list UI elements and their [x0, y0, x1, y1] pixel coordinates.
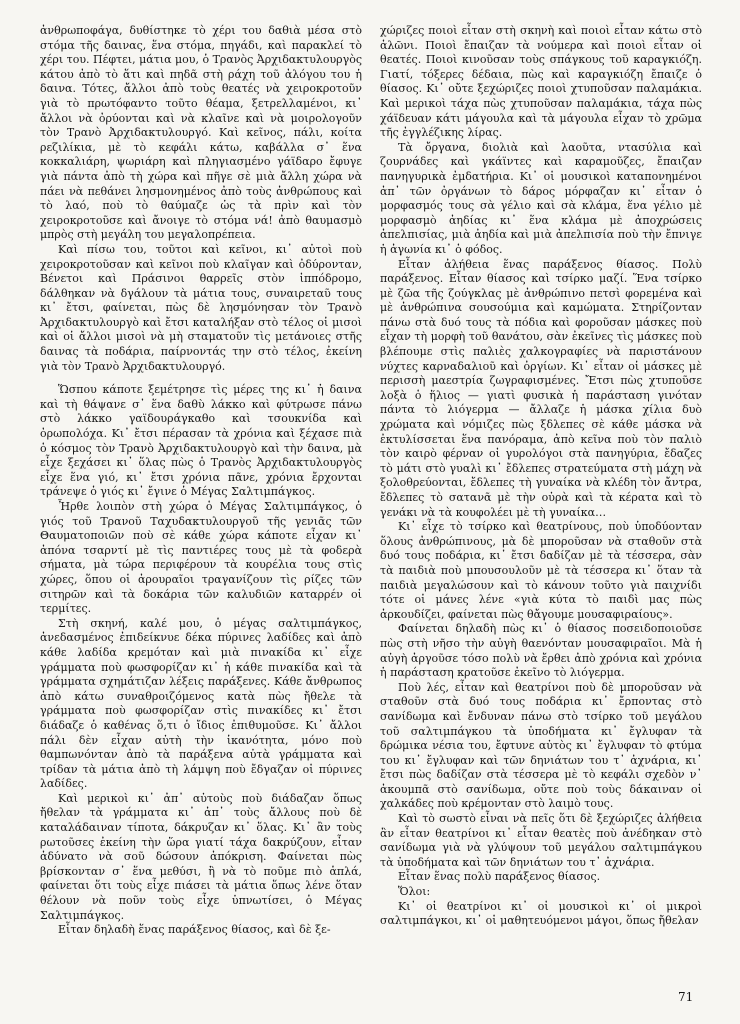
paragraph: Καὶ μερικοὶ κι᾿ ἀπ᾿ αὐτοὺς ποὺ διάδαζαν ὅπως ἤθελαν τὰ γράμματα κι᾿ ἀπ᾿ τοὺς ἄλλους ποὺ δὲ καταλάδαιναν τίποτα, δάκρυζαν κι᾿ ὅλας. Κι᾿ ἂν τοὺς ρωτοῦσες ἐκείνη τὴν ὥρα γιατί τάχα δακρύζουν, εἶταν ἀδύνατο νὰ σοῦ δώσουν ἀπόκριση. Φαίνεται πὼς βρίσκονταν σ᾿ ἕνα μεθύσι, ἢ νὰ τὸ ποῦμε πιὸ ἁπλά, φαίνεται ὅτι τοὺς εἶχε πιάσει τὰ μάτια ὅπως λένε ὅταν θέλουν νὰ ποῦν τοὺς εἶχε ὑπνωτίσει, ὁ Μέγας Σαλτιμπάγκος. [40, 791, 362, 922]
paragraph: ἀνθρωποφάγα, δυθίστηκε τὸ χέρι του δαθιὰ μέσα στὸ στόμα τῆς δαινας, ἕνα στόμα, πηγάδι, καὶ παρακλεί τὸ χέρι του. Πέφτει, μάτια μου, ὁ Τρανὸς Ἀρχιδακτυλουργὸς κάτου ἀπὸ τὸ ἅτι καὶ πηδᾶ στὴ ράχη τοῦ ἀλόγου του ἡ δαινα. Τότες, ἄλλοι ἀπὸ τοὺς θεατές νὰ χειροκροτοῦν γιὰ τὸ πρωτόφαντο τοῦτο θέαμα, ξετρελλαμένοι, κι᾿ ἄλλοι νὰ ὀρύονται καὶ νὰ κλαῖνε καὶ νὰ μοιρολογοῦν τὸν Τρανὸ Ἀρχιδακτυλουργό. Καὶ κεῖνος, πάλι, κοίτα ρεζιλίκια, μὲ τὸ κεφάλι κάτω, καβάλλα σ᾿ ἕνα κοκκαλιάρη, ψωριάρη καὶ πληγιασμένο γάϊδαρο ἔφυγε γιὰ πάντα ἀπὸ τὴ χώρα καὶ πῆγε σὲ μιὰ ἄλλη χώρα νὰ πάει νὰ πεθάνει λησμονημένος ἀπὸ τοὺς ἀνθρώπους καὶ τὸ λαό, ποὺ τὸ θαύμαζε ὡς τὰ πρὶν καὶ τὸν χειροκροτοῦσε καὶ ἄνοιγε τὸ στόμα νά! ἀπὸ θαυμασμὸ μπρὸς στὴ μεγάλη του μεγαλοπρέπεια. [40, 24, 362, 242]
paragraph: Καὶ τὸ σωστὸ εἶναι νὰ πεῖς ὅτι δὲ ξεχώριζες ἀλήθεια ἂν εἶταν θεατρίνοι κι᾿ εἶταν θεατὲς ποὺ ἀνέδηκαν στὸ σανίδωμα γιὰ νὰ γλύψουν τοῦ μεγάλου σαλτιμπάγκου τὰ ὑποδήματα καὶ τῶν δηνιάτων του τ᾿ ἀχνάρια. [380, 812, 702, 869]
paragraph: Ὅλοι: [398, 885, 431, 899]
left-column [40, 24, 362, 938]
paragraph: Καὶ πίσω του, τοῦτοι καὶ κεῖνοι, κι᾿ αὐτοὶ ποὺ χειροκροτοῦσαν καὶ κεῖνοι ποὺ κλαῖγαν καὶ ὀδύρονταν, Βένετοι καὶ Πράσινοι θαρρεῖς στὸν ἱππόδρομο, δάλθηκαν νὰ δγάλουν τὰ μάτια τους, συναιρεταῦ τους κι᾿ ἔτσι, φαίνεται, πὼς δὲ λησμόνησαν τὸν Τρανὸ Ἀρχιδακτυλουργὸ καὶ ἔτσι καταλήξαν στὸ τέλος οἱ μισοὶ καὶ οἱ ἄλλοι μισοὶ νὰ μὴ σταματοῦν τὶς μετάνοιες στῆς δαινας τὰ ποδάρια, παίρνοντάς την στὸ τέλος, ἐκείνη γιὰ τὸν Τρανὸ Ἀρχιδακτυλουργό. [40, 242, 362, 373]
paragraph: χώριζες ποιοὶ εἶταν στὴ σκηνὴ καὶ ποιοὶ εἶταν κάτω στὸ ἁλῶνι. Ποιοὶ ἔπαιζαν τὰ νούμερα καὶ ποιοὶ εἶταν οἱ θεατές. Ποιοὶ κινοῦσαν τοὺς σπάγκους τοῦ καραγκιόζη. Γιατί, τόξερες δέδαια, πὼς καὶ καραγκιόζη ἔπαιζε ὁ θίασος. Κι᾿ οὔτε ξεχώριζες ποιοὶ χτυποῦσαν παλαμάκια. Καὶ μερικοὶ τάχα πὼς χτυποῦσαν παλαμάκια, τάχα πὼς χάϊδευαν κάτι μάγουλα καὶ τὰ μάγουλα εἶχαν τὸ χρῶμα τῆς ἐγγλέζικης λίρας. [380, 24, 702, 140]
paragraph: Ποὺ λές, εἶταν καὶ θεατρίνοι ποὺ δὲ μποροῦσαν νὰ σταθοῦν στὰ δυό τους ποδάρια κι᾿ ἔρποντας στὸ σανίδωμα καὶ ἔνδυναν πάνω στὸ τσίρκο τοῦ μεγάλου τοῦ σαλτιμπάγκου τὰ ὑποδήματα κι᾿ ἔγλυφαν τὰ δρώμικα νέσια του, ἔφτυνε αὐτὸς κι᾿ ἔγλυφαν τὸ φτύμα του κι᾿ ἔγλυφαν καὶ τῶν δηνιάτων του τ᾿ ἀχνάρια, κι᾿ ἔτσι πὼς δαδίζαν στὰ τέσσερα μὲ τὸ κεφάλι σχεδὸν ν᾿ ἀκουμπᾶ στὸ σανίδωμα, οὔτε ποὺ τοὺς δάκαιναν οἱ χαλκάδες ποὺ κρέμονταν στὸ λαιμὸ τους. [380, 680, 702, 811]
paragraph: Στὴ σκηνή, καλέ μου, ὁ μέγας σαλτιμπάγκος, ἀνεδασμένος ἐπιδείκνυε δέκα πύρινες λαδίδες καὶ ἀπὸ κάθε λαδίδα κρεμόταν καὶ μιὰ πινακίδα κι᾿ εἶχε γράμματα ποὺ φωσφορίζαν κι᾿ ἡ κάθε πινακίδα καὶ τὰ γράμματα σχημάτιζαν λέξεις παράξενες. Κάθε ἄνθρωπος ἀπὸ κάτω συναθροιζόμενος κατὰ πὼς ἤθελε τὰ γράμματα ποὺ φωσφορίζαν στὶς πινακίδες κι᾿ ἔτσι διάδαζε ὁ καθένας ὅ,τι ὁ ἴδιος ἐπιθυμοῦσε. Κι᾿ ἄλλοι πάλι δὲν εἶχαν αὐτὴ τὴν ἱκανότητα, μόνο ποὺ θαμπωνόνταν ἀπὸ τὰ παράξενα αὐτὰ γράμματα καὶ τρίδαν τὰ μάτια ἀπὸ τὴ λάμψη ποὺ ἔδγαζαν οἱ πύρινες λαδίδες. [40, 616, 362, 791]
paragraph: Φαίνεται δηλαδὴ πὼς κι᾿ ὁ θίασος ποσειδοποιοῦσε πὼς στὴ νῆσο τὴν αὐγὴ θαενόνταν μουσαφιραῖοι. Μὰ ἡ αὐγὴ ἀργοῦσε τόσο πολὺ νὰ ἔρθει ἀπὸ χρόνια καὶ χρόνια ἡ παράσταση κρατοῦσε ἐκεῖνο τὸ λιόγερμα. [380, 622, 702, 680]
paragraph: Ἦρθε λοιπὸν στὴ χώρα ὁ Μέγας Σαλτιμπάγκος, ὁ γιός τοῦ Τρανοῦ Ταχυδακτυλουργοῦ τῆς γενιᾶς τῶν Θαυματοποιῶν ποὺ σὲ κάθε χώρα κάποτε εἶχαν κι᾿ ἀπόνα τσαρντί μὲ τὶς παντιέρες τους μὲ τὰ φοδερὰ σήματα, μὰ τώρα περιφέρουν τὰ κουρέλια τους στὶς χώρες, ὅπου οἱ ἀρουραῖοι τραγανίζουν τὶς ρίζες τῶν σιτηρῶν καὶ τὰ δοκάρια τῶν καλυδιῶν καταρρέν οἱ τερμίτες. [40, 500, 362, 616]
page-number: 71 [678, 990, 694, 1004]
right-column [380, 24, 702, 929]
paragraph: Εἶταν δηλαδὴ ἕνας παράξενος θίασος, καὶ δὲ ξε- [58, 923, 331, 937]
paragraph: Εἶταν ἕνας πολὺ παράξενος θίασος. [398, 870, 601, 884]
paragraph: Ὥσπου κάποτε ξεμέτρησε τὶς μέρες της κι᾿ ἡ δαινα καὶ τὴ θάψανε σ᾿ ἕνα δαθὺ λάκκο καὶ φύτρωσε πάνω στὸ λάκκο γαϊδουράγκαθο καὶ τσουκνίδα καὶ ὀρωπολόχα. Κι᾿ ἔτσι πέρασαν τὰ χρόνια καὶ ξέχασε πιὰ ὁ κόσμος τὸν Τρανὸ Ἀρχιδακτυλουργὸ καὶ τὴν δαινα, μὰ εἶχε ξεχάσει κι᾿ ὅλας πὼς ὁ Τρανὸς Ἀρχιδακτυλουργὸς εἶχε ἕνα γιό, κι᾿ ἔτσι χρόνια πᾶνε, χρόνια ἔρχονται τράνεψε ὁ γιός κι᾿ ἔγινε ὁ Μέγας Σαλτιμπάγκος. [40, 383, 362, 499]
paragraph: Κι᾿ εἶχε τὸ τσίρκο καὶ θεατρίνους, ποὺ ὑποδύονταν ὅλους ἀνθρώπινους, μὰ δὲ μποροῦσαν νὰ σταθοῦν στὰ δυό τους ποδάρια, κι᾿ ἔτσι δαδίζαν μὲ τὰ τέσσερα, σὰν τὰ παιδιὰ ποὺ μπουσουλοῦν μὲ τὰ τέσσερα κι᾿ ὅταν τὰ παιδιὰ μεγαλώσουν καὶ τὸ κάνουν τοῦτο γιὰ παιχνίδι τότε οἱ μάνες λένε «γιὰ κύτα τὸ παιδὶ μας πὼς ἀρκουδίζει, φαίνεται πὼς θἄγουμε μουσαφιραίους». [380, 520, 702, 621]
paragraph: Εἶταν ἀλήθεια ἕνας παράξενος θίασος. Πολὺ παράξενος. Εἶταν θίασος καὶ τσίρκο μαζί. Ἕνα τσίρκο μὲ ζῶα τῆς ζούγκλας μὲ ἀνθρώπινο πετσὶ φορεμένα καὶ μὲ ἀνθρώπινα σουσούμια καὶ καμώματα. Στηρίζονταν πάνω στὰ δυό τους τὰ πόδια καὶ φοροῦσαν μάσκες ποὺ εἶχαν τὴ μορφὴ τοῦ θανάτου, σὰν ἐκεῖνες τὶς μάσκες ποὺ βλέπουμε στὶς παλιὲς χαλκογραφίες νὰ παριστάνουν νύχτες καρναδαλιοῦ καὶ ὀργίων. Κι᾿ εἶταν οἱ μάσκες μὲ περισσὴ μαεστρία ζωγραφισμένες. Ἔτσι πὼς χτυποῦσε λοξὰ ὁ ἥλιος — γιατὶ φυσικὰ ἡ παράσταση γινόταν πάντα τὸ λιόγερμα — ἄλλαζε ἡ μάσκα χίλια δυὸ χρώματα καὶ νόμιζες πὼς ξδλεπες σὲ κάθε μάσκα νὰ ἐκτυλίσσεται ἕνα πανόραμα, ἀπὸ κεῖνα ποὺ τὸν παλιὸ τὸν καιρὸ φέρναν οἱ γυρολόγοι στὰ πανηγύρια, ἔδαζες τὸ μάτι στὸ γυαλὶ κι᾿ ἔδλεπες στρατεύματα στὴ μάχη νὰ ξολοθρεύονται, ἔδλεπες τὴ γυναίκα νὰ κλέδη τὸν ἄντρα, ἔδλεπες τὸ σατανᾶ μὲ τὴν οὐρὰ καὶ τὰ κέρατα καὶ τὸ γενάκι νὰ τὰ κουφολέει μὲ τὴ γυναίκα… [380, 257, 702, 519]
paragraph: Τὰ ὄργανα, διολιὰ καὶ λαοῦτα, ντασύλια καὶ ζουρνάδες καὶ γκάϊντες καὶ καραμοῦζες, ἔπαιζαν πανηγυρικὰ ἐμδατήρια. Κι᾿ οἱ μουσικοὶ καταπονημένοι ἀπ᾿ τῶν ὀργάνων τὸ δάρος μόρφαζαν κι᾿ εἶταν ὁ μορφασμός τους σὰ γέλιο καὶ σὰ κλάμα, ἕνα γέλιο μὲ μορφασμὸ ἀηδίας κι᾿ ἕνα κλάμα μὲ ἀποχρώσεις ἀπελπισίας, μιὰ ἀηδία καὶ μιὰ ἀπελπισία ποὺ τὴν ἔπνιγε ἡ ἀγωνία κι᾿ ὁ φόδος. [380, 140, 702, 256]
paragraph: Κι᾿ οἱ θεατρίνοι κι᾿ οἱ μουσικοὶ κι᾿ οἱ μικροὶ σαλτιμπάγκοι, κι᾿ οἱ μαθητευόμενοι μάγοι, ὅπως ἤθελαν [380, 899, 702, 928]
